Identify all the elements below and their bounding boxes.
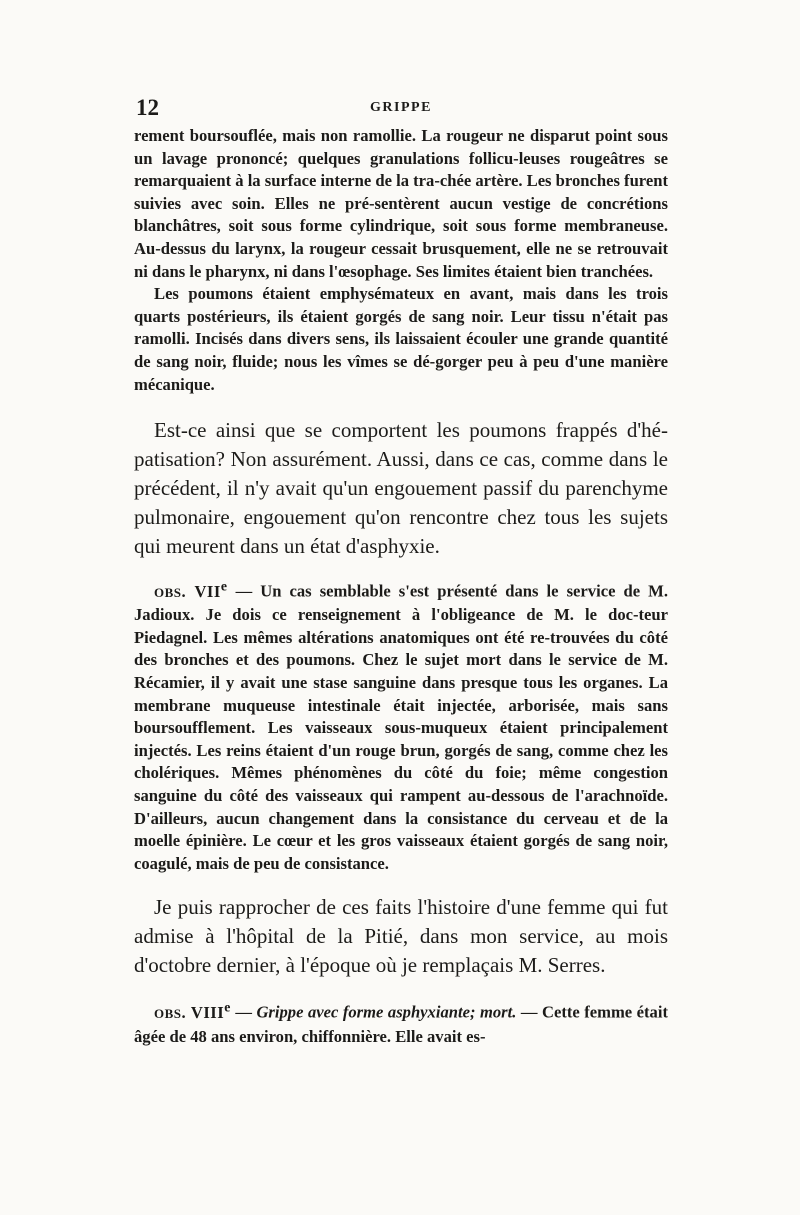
running-title: GRIPPE [370, 100, 432, 115]
observation-viii-label: OBS. VIIIe [154, 999, 231, 1022]
observation-vii: OBS. VIIe — Un cas semblable s'est présenté dans le service de M. Jadioux. Je dois ce renseignement à l'obligeance de M. le doc-teur Piedagnel. Les mêmes altérations anatomiques ont été re-trouvées du côté des bronches et des poumons. Chez le sujet mort dans le service de M. Récamier, il y avait une stase sanguine dans presque tous les organes. La membrane muqueuse intestinale était injectée, arborisée, mais sans boursoufflement. Les vaisseaux sous-muqueux étaient principalement injectés. Les reins étaient d'un rouge brun, gorgés de sang, comme chez les cholériques. Mêmes phénomènes du côté du foie; même congestion sanguine du côté des vaisseaux qui rampent au-dessous de l'arachnoïde. D'ailleurs, aucun changement dans la consistance du cerveau et de la moelle épinière. Le cœur et les gros vaisseaux étaient gorgés de sang noir, coagulé, mais de peu de consistance. [134, 578, 668, 873]
observation-vii-text: Un cas semblable s'est présenté dans le service de M. Jadioux. Je dois ce renseignement à l'obligeance de M. le doc-teur Piedagnel. Les mêmes altérations anatomiques ont été re-trouvées du côté des bronches et des poumons. Chez le sujet mort dans le service de M. Récamier, il y avait une stase sanguine dans presque tous les organes. La membrane muqueuse intestinale était injectée, arborisée, mais sans boursoufflement. Les vaisseaux sous-muqueux étaient principalement injectés. Les reins étaient d'un rouge brun, gorgés de sang, comme chez les cholériques. Mêmes phénomènes du côté du foie; même congestion sanguine du côté des vaisseaux qui rampent au-dessous de l'arachnoïde. D'ailleurs, aucun changement dans la consistance du cerveau et de la moelle épinière. Le cœur et les gros vaisseaux étaient gorgés de sang noir, coagulé, mais de peu de consistance. [134, 581, 668, 873]
paragraph-lungs: Les poumons étaient emphysémateux en avant, mais dans les trois quarts postérieurs, ils étaient gorgés de sang noir. Leur tissu n'était pas ramolli. Incisés dans divers sens, ils laissaient écouler une grande quantité de sang noir, fluide; nous les vîmes se dé-gorger peu à peu d'une manière mécanique. [134, 284, 668, 394]
book-page [134, 95, 668, 1048]
paragraph-pitie: Je puis rapprocher de ces faits l'histoire d'une femme qui fut admise à l'hôpital de la Pitié, dans mon service, au mois d'octobre dernier, à l'époque où je remplaçais M. Serres. [134, 895, 668, 978]
paragraph-hepatisation: Est-ce ainsi que se comportent les poumons frappés d'hé-patisation? Non assurément. Aussi, dans ce cas, comme dans le précédent, il n'y avait qu'un engouement passif du parenchyme pulmonaire, engouement qu'on rencontre chez tous les sujets qui meurent dans un état d'asphyxie. [134, 418, 668, 559]
page-number: 12 [136, 95, 159, 120]
observation-viii: OBS. VIIIe — Grippe avec forme asphyxiante; mort. — Cette femme était âgée de 48 ans environ, chiffonnière. Elle avait es- [134, 999, 668, 1046]
paragraph-trachea: rement boursouflée, mais non ramollie. La rougeur ne disparut point sous un lavage prononcé; quelques granulations follicu-leuses rougeâtres se remarquaient à la surface interne de la tra-chée artère. Les bronches furent suivies avec soin. Elles ne pré-sentèrent aucun vestige de concrétions blanchâtres, soit sous forme cylindrique, soit sous forme membraneuse. Au-dessus du larynx, la rougeur cessait brusquement, elle ne se retrouvait ni dans le pharynx, ni dans l'œsophage. Ses limites étaient bien tranchées. [134, 126, 668, 281]
observation-viii-title: Grippe avec forme asphyxiante; mort. [256, 1002, 517, 1022]
observation-viii-text: Cette femme était âgée de 48 ans environ, chiffonnière. Elle avait es- [134, 1002, 668, 1046]
observation-vii-label: OBS. VIIe [154, 578, 228, 601]
running-head [134, 95, 668, 125]
